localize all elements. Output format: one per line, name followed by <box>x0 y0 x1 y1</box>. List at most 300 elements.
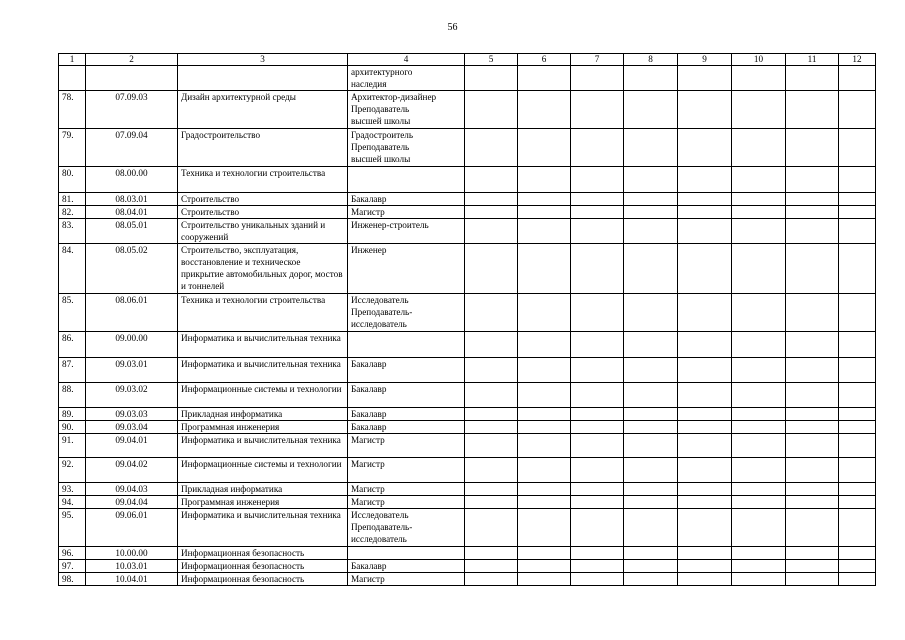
empty-cell-col-5 <box>465 496 518 509</box>
code-cell: 08.05.02 <box>86 244 178 294</box>
empty-cell-col-12 <box>839 358 876 383</box>
empty-cell-col-11 <box>786 509 839 547</box>
empty-cell-col-5 <box>465 458 518 483</box>
empty-cell-col-11 <box>786 193 839 206</box>
table-row <box>59 496 876 509</box>
qualification-cell: Исследователь Преподаватель- исследователь <box>348 509 465 547</box>
empty-cell-col-10 <box>732 219 786 244</box>
empty-cell-col-8 <box>624 129 678 167</box>
specialty-name-cell: Программная инженерия <box>178 496 348 509</box>
empty-cell-col-5 <box>465 129 518 167</box>
empty-cell-col-7 <box>571 91 624 129</box>
empty-cell-col-10 <box>732 496 786 509</box>
empty-cell-col-11 <box>786 421 839 434</box>
specialty-name-cell: Строительство <box>178 206 348 219</box>
empty-cell-col-8 <box>624 496 678 509</box>
qualification-cell: Магистр <box>348 434 465 458</box>
column-header: 1 <box>59 54 86 66</box>
empty-cell-col-8 <box>624 573 678 586</box>
specialty-name-cell: Дизайн архитектурной среды <box>178 91 348 129</box>
empty-cell-col-9 <box>678 332 732 358</box>
table-row <box>59 383 876 408</box>
empty-cell-col-12 <box>839 219 876 244</box>
empty-cell-col-5 <box>465 244 518 294</box>
empty-cell-col-7 <box>571 547 624 560</box>
code-cell: 10.00.00 <box>86 547 178 560</box>
empty-cell-col-8 <box>624 434 678 458</box>
column-number-row <box>59 54 876 66</box>
empty-cell-col-5 <box>465 358 518 383</box>
qualification-cell: Магистр <box>348 206 465 219</box>
empty-cell-col-9 <box>678 483 732 496</box>
empty-cell-col-6 <box>518 294 571 332</box>
column-header: 2 <box>86 54 178 66</box>
code-cell: 07.09.03 <box>86 91 178 129</box>
empty-cell-col-9 <box>678 458 732 483</box>
row-number-cell: 83. <box>59 219 86 244</box>
code-cell: 09.06.01 <box>86 509 178 547</box>
qualification-cell: Исследователь Преподаватель- исследователь <box>348 294 465 332</box>
empty-cell-col-10 <box>732 244 786 294</box>
empty-cell-col-6 <box>518 206 571 219</box>
table-row <box>59 408 876 421</box>
code-cell: 07.09.04 <box>86 129 178 167</box>
row-number-cell: 78. <box>59 91 86 129</box>
empty-cell-col-6 <box>518 509 571 547</box>
empty-cell-col-11 <box>786 244 839 294</box>
empty-cell-col-10 <box>732 547 786 560</box>
row-number-cell: 84. <box>59 244 86 294</box>
row-number-cell: 90. <box>59 421 86 434</box>
empty-cell-col-8 <box>624 244 678 294</box>
code-cell: 09.00.00 <box>86 332 178 358</box>
empty-cell-col-5 <box>465 483 518 496</box>
empty-cell-col-10 <box>732 193 786 206</box>
row-number-cell <box>59 66 86 91</box>
empty-cell-col-5 <box>465 193 518 206</box>
specialty-name-cell: Строительство, эксплуатация, восстановление и техническое прикрытие автомобильных дорог, мостов и тоннелей <box>178 244 348 294</box>
empty-cell-col-5 <box>465 434 518 458</box>
empty-cell-col-8 <box>624 358 678 383</box>
empty-cell-col-12 <box>839 129 876 167</box>
empty-cell-col-11 <box>786 547 839 560</box>
row-number-cell: 92. <box>59 458 86 483</box>
empty-cell-col-8 <box>624 193 678 206</box>
empty-cell-col-11 <box>786 560 839 573</box>
empty-cell-col-7 <box>571 294 624 332</box>
table-row <box>59 560 876 573</box>
empty-cell-col-12 <box>839 547 876 560</box>
empty-cell-col-11 <box>786 383 839 408</box>
empty-cell-col-9 <box>678 421 732 434</box>
table-row <box>59 193 876 206</box>
qualification-cell: Бакалавр <box>348 193 465 206</box>
empty-cell-col-12 <box>839 193 876 206</box>
empty-cell-col-5 <box>465 219 518 244</box>
qualification-cell: Бакалавр <box>348 408 465 421</box>
empty-cell-col-10 <box>732 483 786 496</box>
empty-cell-col-12 <box>839 206 876 219</box>
empty-cell-col-7 <box>571 458 624 483</box>
table-row <box>59 458 876 483</box>
empty-cell-col-11 <box>786 167 839 193</box>
row-number-cell: 95. <box>59 509 86 547</box>
specialty-name-cell: Информационная безопасность <box>178 560 348 573</box>
table-row <box>59 358 876 383</box>
empty-cell-col-9 <box>678 244 732 294</box>
empty-cell-col-8 <box>624 458 678 483</box>
empty-cell-col-9 <box>678 434 732 458</box>
specialty-name-cell: Строительство уникальных зданий и сооружений <box>178 219 348 244</box>
empty-cell-col-10 <box>732 294 786 332</box>
empty-cell-col-11 <box>786 408 839 421</box>
row-number-cell: 79. <box>59 129 86 167</box>
empty-cell-col-5 <box>465 509 518 547</box>
empty-cell-col-12 <box>839 458 876 483</box>
specialty-name-cell: Информационные системы и технологии <box>178 383 348 408</box>
empty-cell-col-7 <box>571 332 624 358</box>
empty-cell-col-5 <box>465 547 518 560</box>
empty-cell-col-8 <box>624 219 678 244</box>
empty-cell-col-10 <box>732 129 786 167</box>
empty-cell-col-6 <box>518 167 571 193</box>
empty-cell-col-8 <box>624 383 678 408</box>
specialty-name-cell: Информатика и вычислительная техника <box>178 358 348 383</box>
empty-cell-col-12 <box>839 434 876 458</box>
code-cell: 09.03.03 <box>86 408 178 421</box>
table-body <box>59 66 876 586</box>
empty-cell-col-8 <box>624 547 678 560</box>
table-row <box>59 509 876 547</box>
specialty-name-cell: Прикладная информатика <box>178 483 348 496</box>
table-row <box>59 294 876 332</box>
empty-cell-col-9 <box>678 358 732 383</box>
qualification-cell: Бакалавр <box>348 560 465 573</box>
code-cell: 09.03.01 <box>86 358 178 383</box>
empty-cell-col-6 <box>518 383 571 408</box>
empty-cell-col-12 <box>839 509 876 547</box>
empty-cell-col-9 <box>678 219 732 244</box>
row-number-cell: 85. <box>59 294 86 332</box>
column-header: 5 <box>465 54 518 66</box>
empty-cell-col-8 <box>624 167 678 193</box>
row-number-cell: 97. <box>59 560 86 573</box>
empty-cell-col-10 <box>732 458 786 483</box>
empty-cell-col-12 <box>839 421 876 434</box>
empty-cell-col-11 <box>786 458 839 483</box>
code-cell: 08.06.01 <box>86 294 178 332</box>
code-cell: 08.00.00 <box>86 167 178 193</box>
empty-cell-col-7 <box>571 66 624 91</box>
qualification-cell: Магистр <box>348 483 465 496</box>
table-row <box>59 421 876 434</box>
empty-cell-col-10 <box>732 509 786 547</box>
specialty-name-cell: Градостроительство <box>178 129 348 167</box>
empty-cell-col-11 <box>786 573 839 586</box>
empty-cell-col-7 <box>571 358 624 383</box>
empty-cell-col-10 <box>732 332 786 358</box>
row-number-cell: 98. <box>59 573 86 586</box>
empty-cell-col-8 <box>624 560 678 573</box>
empty-cell-col-10 <box>732 358 786 383</box>
empty-cell-col-7 <box>571 383 624 408</box>
empty-cell-col-6 <box>518 573 571 586</box>
row-number-cell: 87. <box>59 358 86 383</box>
empty-cell-col-8 <box>624 421 678 434</box>
specialty-name-cell: Строительство <box>178 193 348 206</box>
specialty-name-cell: Информационные системы и технологии <box>178 458 348 483</box>
empty-cell-col-10 <box>732 560 786 573</box>
empty-cell-col-5 <box>465 66 518 91</box>
empty-cell-col-7 <box>571 167 624 193</box>
empty-cell-col-5 <box>465 206 518 219</box>
empty-cell-col-12 <box>839 483 876 496</box>
specialty-name-cell: Информационная безопасность <box>178 573 348 586</box>
qualification-cell: архитектурного наследия <box>348 66 465 91</box>
column-header: 12 <box>839 54 876 66</box>
empty-cell-col-11 <box>786 66 839 91</box>
empty-cell-col-12 <box>839 66 876 91</box>
empty-cell-col-6 <box>518 496 571 509</box>
column-header: 6 <box>518 54 571 66</box>
empty-cell-col-5 <box>465 408 518 421</box>
column-header: 8 <box>624 54 678 66</box>
empty-cell-col-5 <box>465 421 518 434</box>
empty-cell-col-11 <box>786 91 839 129</box>
code-cell: 08.04.01 <box>86 206 178 219</box>
empty-cell-col-5 <box>465 383 518 408</box>
empty-cell-col-6 <box>518 434 571 458</box>
table-row <box>59 167 876 193</box>
table-row <box>59 66 876 91</box>
column-header: 4 <box>348 54 465 66</box>
empty-cell-col-6 <box>518 421 571 434</box>
qualification-cell <box>348 332 465 358</box>
empty-cell-col-8 <box>624 483 678 496</box>
empty-cell-col-7 <box>571 129 624 167</box>
empty-cell-col-7 <box>571 509 624 547</box>
empty-cell-col-10 <box>732 573 786 586</box>
row-number-cell: 89. <box>59 408 86 421</box>
column-header: 3 <box>178 54 348 66</box>
page-number: 56 <box>447 22 458 33</box>
empty-cell-col-8 <box>624 332 678 358</box>
empty-cell-col-6 <box>518 547 571 560</box>
empty-cell-col-12 <box>839 91 876 129</box>
specialty-name-cell: Информатика и вычислительная техника <box>178 332 348 358</box>
table-row <box>59 219 876 244</box>
empty-cell-col-12 <box>839 383 876 408</box>
specialty-name-cell: Техника и технологии строительства <box>178 294 348 332</box>
empty-cell-col-7 <box>571 219 624 244</box>
empty-cell-col-11 <box>786 294 839 332</box>
qualification-cell <box>348 547 465 560</box>
row-number-cell: 93. <box>59 483 86 496</box>
code-cell: 09.04.03 <box>86 483 178 496</box>
empty-cell-col-8 <box>624 91 678 129</box>
table-row <box>59 573 876 586</box>
empty-cell-col-7 <box>571 434 624 458</box>
empty-cell-col-11 <box>786 496 839 509</box>
empty-cell-col-5 <box>465 294 518 332</box>
code-cell: 09.04.02 <box>86 458 178 483</box>
column-header: 10 <box>732 54 786 66</box>
empty-cell-col-10 <box>732 383 786 408</box>
empty-cell-col-5 <box>465 167 518 193</box>
table-row <box>59 91 876 129</box>
qualification-cell: Градостроитель Преподаватель высшей школы <box>348 129 465 167</box>
empty-cell-col-11 <box>786 434 839 458</box>
empty-cell-col-10 <box>732 66 786 91</box>
qualification-cell: Бакалавр <box>348 383 465 408</box>
code-cell: 10.04.01 <box>86 573 178 586</box>
empty-cell-col-6 <box>518 219 571 244</box>
specialty-name-cell: Техника и технологии строительства <box>178 167 348 193</box>
empty-cell-col-9 <box>678 573 732 586</box>
specialty-name-cell <box>178 66 348 91</box>
empty-cell-col-10 <box>732 167 786 193</box>
code-cell: 10.03.01 <box>86 560 178 573</box>
empty-cell-col-7 <box>571 244 624 294</box>
row-number-cell: 91. <box>59 434 86 458</box>
code-cell: 08.05.01 <box>86 219 178 244</box>
qualification-cell <box>348 167 465 193</box>
empty-cell-col-7 <box>571 573 624 586</box>
row-number-cell: 80. <box>59 167 86 193</box>
qualification-cell: Инженер-строитель <box>348 219 465 244</box>
row-number-cell: 81. <box>59 193 86 206</box>
specialty-name-cell: Информационная безопасность <box>178 547 348 560</box>
empty-cell-col-12 <box>839 496 876 509</box>
empty-cell-col-6 <box>518 193 571 206</box>
empty-cell-col-9 <box>678 294 732 332</box>
table-row <box>59 483 876 496</box>
column-header: 11 <box>786 54 839 66</box>
empty-cell-col-8 <box>624 509 678 547</box>
qualification-cell: Бакалавр <box>348 421 465 434</box>
empty-cell-col-5 <box>465 560 518 573</box>
table-row <box>59 434 876 458</box>
empty-cell-col-5 <box>465 332 518 358</box>
empty-cell-col-5 <box>465 91 518 129</box>
empty-cell-col-6 <box>518 244 571 294</box>
empty-cell-col-11 <box>786 483 839 496</box>
specialty-name-cell: Прикладная информатика <box>178 408 348 421</box>
empty-cell-col-11 <box>786 219 839 244</box>
empty-cell-col-9 <box>678 167 732 193</box>
empty-cell-col-12 <box>839 560 876 573</box>
empty-cell-col-11 <box>786 358 839 383</box>
empty-cell-col-8 <box>624 206 678 219</box>
empty-cell-col-8 <box>624 408 678 421</box>
qualification-cell: Магистр <box>348 496 465 509</box>
qualification-cell: Архитектор-дизайнер Преподаватель высшей школы <box>348 91 465 129</box>
empty-cell-col-9 <box>678 408 732 421</box>
empty-cell-col-12 <box>839 167 876 193</box>
table-row <box>59 206 876 219</box>
empty-cell-col-5 <box>465 573 518 586</box>
empty-cell-col-7 <box>571 206 624 219</box>
empty-cell-col-8 <box>624 294 678 332</box>
code-cell: 08.03.01 <box>86 193 178 206</box>
empty-cell-col-6 <box>518 483 571 496</box>
empty-cell-col-12 <box>839 408 876 421</box>
row-number-cell: 86. <box>59 332 86 358</box>
empty-cell-col-7 <box>571 421 624 434</box>
empty-cell-col-9 <box>678 66 732 91</box>
code-cell: 09.04.04 <box>86 496 178 509</box>
empty-cell-col-9 <box>678 547 732 560</box>
empty-cell-col-12 <box>839 244 876 294</box>
empty-cell-col-12 <box>839 573 876 586</box>
empty-cell-col-12 <box>839 294 876 332</box>
empty-cell-col-9 <box>678 383 732 408</box>
empty-cell-col-9 <box>678 129 732 167</box>
empty-cell-col-7 <box>571 560 624 573</box>
empty-cell-col-8 <box>624 66 678 91</box>
empty-cell-col-12 <box>839 332 876 358</box>
column-header: 9 <box>678 54 732 66</box>
specialties-table <box>58 53 876 586</box>
qualification-cell: Бакалавр <box>348 358 465 383</box>
row-number-cell: 94. <box>59 496 86 509</box>
qualification-cell: Магистр <box>348 573 465 586</box>
empty-cell-col-10 <box>732 91 786 129</box>
empty-cell-col-7 <box>571 496 624 509</box>
row-number-cell: 96. <box>59 547 86 560</box>
empty-cell-col-6 <box>518 129 571 167</box>
specialty-name-cell: Программная инженерия <box>178 421 348 434</box>
empty-cell-col-6 <box>518 458 571 483</box>
empty-cell-col-9 <box>678 509 732 547</box>
empty-cell-col-6 <box>518 66 571 91</box>
empty-cell-col-6 <box>518 91 571 129</box>
empty-cell-col-10 <box>732 434 786 458</box>
code-cell: 09.03.02 <box>86 383 178 408</box>
table-row <box>59 129 876 167</box>
row-number-cell: 88. <box>59 383 86 408</box>
qualification-cell: Инженер <box>348 244 465 294</box>
empty-cell-col-7 <box>571 408 624 421</box>
empty-cell-col-6 <box>518 358 571 383</box>
specialty-name-cell: Информатика и вычислительная техника <box>178 509 348 547</box>
empty-cell-col-6 <box>518 560 571 573</box>
row-number-cell: 82. <box>59 206 86 219</box>
empty-cell-col-11 <box>786 129 839 167</box>
empty-cell-col-11 <box>786 206 839 219</box>
table-row <box>59 547 876 560</box>
column-header: 7 <box>571 54 624 66</box>
empty-cell-col-10 <box>732 206 786 219</box>
code-cell: 09.03.04 <box>86 421 178 434</box>
empty-cell-col-6 <box>518 332 571 358</box>
empty-cell-col-6 <box>518 408 571 421</box>
table-row <box>59 244 876 294</box>
empty-cell-col-9 <box>678 206 732 219</box>
code-cell <box>86 66 178 91</box>
empty-cell-col-9 <box>678 91 732 129</box>
table-row <box>59 332 876 358</box>
empty-cell-col-9 <box>678 496 732 509</box>
empty-cell-col-10 <box>732 408 786 421</box>
empty-cell-col-11 <box>786 332 839 358</box>
specialty-name-cell: Информатика и вычислительная техника <box>178 434 348 458</box>
empty-cell-col-7 <box>571 483 624 496</box>
empty-cell-col-7 <box>571 193 624 206</box>
qualification-cell: Магистр <box>348 458 465 483</box>
empty-cell-col-10 <box>732 421 786 434</box>
code-cell: 09.04.01 <box>86 434 178 458</box>
